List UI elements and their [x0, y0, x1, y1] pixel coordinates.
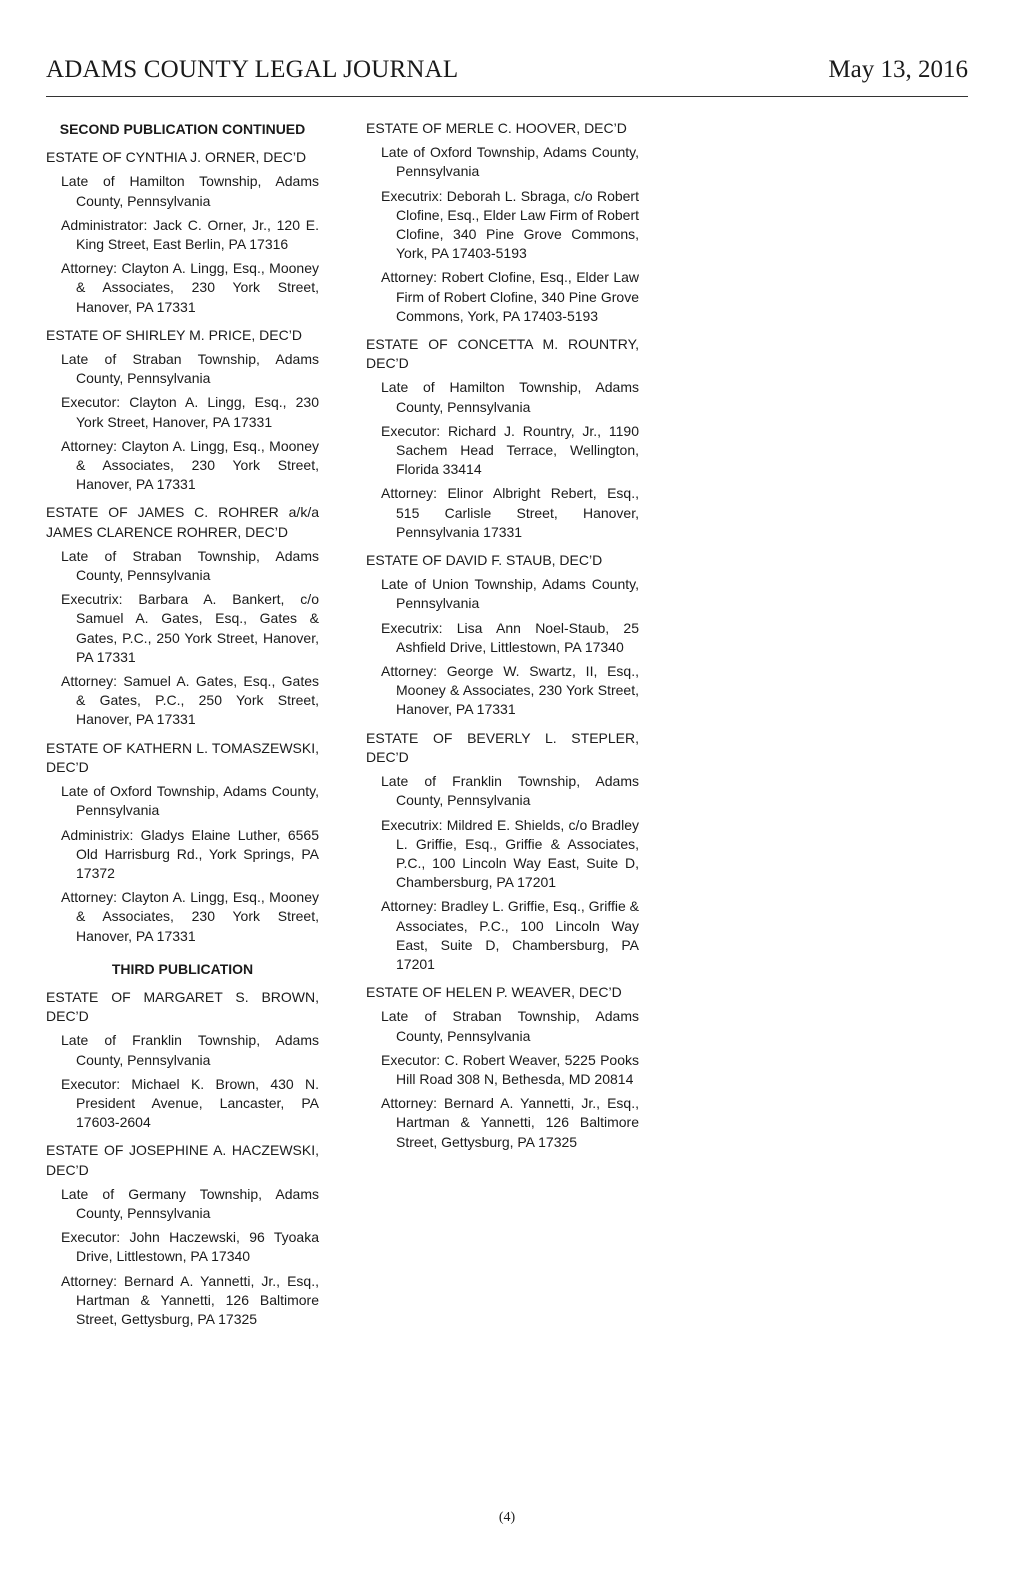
estate-detail: Attorney: Bradley L. Griffie, Esq., Griffie & Associates, P.C., 100 Lincoln Way East, Suite D, Chambersburg, PA 17201: [381, 898, 639, 972]
estate-detail: Executor: Michael K. Brown, 430 N. President Avenue, Lancaster, PA 17603-2604: [61, 1075, 319, 1131]
estate-title: ESTATE OF CONCETTA M. ROUNTRY, DEC’D: [366, 336, 639, 372]
estate-title: ESTATE OF BEVERLY L. STEPLER, DEC’D: [366, 729, 639, 765]
right-column: [366, 119, 639, 1161]
estate-list-third-publication-right: [366, 119, 639, 1152]
estate-title: ESTATE OF JOSEPHINE A. HACZEWSKI, DEC’D: [46, 1142, 319, 1178]
estate-detail: Attorney: Elinor Albright Rebert, Esq., 515 Carlisle Street, Hanover, Pennsylvania 17331: [381, 485, 639, 540]
estate-notice: [366, 119, 639, 326]
estate-detail: Attorney: Clayton A. Lingg, Esq., Mooney & Associates, 230 York Street, Hanover, PA 17331: [61, 437, 319, 493]
estate-title: ESTATE OF CYNTHIA J. ORNER, DEC’D: [46, 149, 307, 166]
estate-detail: Administrix: Gladys Elaine Luther, 6565 Old Harrisburg Rd., York Springs, PA 17372: [61, 826, 319, 881]
section-heading-third-publication: THIRD PUBLICATION: [111, 960, 254, 977]
estate-detail: Late of Straban Township, Adams County, Pennsylvania: [61, 351, 319, 387]
estate-detail: Attorney: Clayton A. Lingg, Esq., Mooney & Associates, 230 York Street, Hanover, PA 17331: [61, 889, 319, 944]
estate-title: ESTATE OF JAMES C. ROHRER a/k/a JAMES CLARENCE ROHRER, DEC’D: [46, 504, 319, 540]
estate-detail: Executrix: Barbara A. Bankert, c/o Samuel A. Gates, Esq., Gates & Gates, P.C., 250 York Street, Hanover, PA 17331: [61, 591, 319, 665]
issue-date: May 13, 2016: [828, 56, 968, 83]
page-header: [46, 56, 968, 97]
estate-detail: Late of Franklin Township, Adams County, Pennsylvania: [61, 1032, 319, 1068]
section-heading-second-publication: SECOND PUBLICATION CONTINUED: [59, 121, 306, 137]
estate-title: ESTATE OF SHIRLEY M. PRICE, DEC’D: [46, 326, 302, 343]
estate-detail: Late of Straban Township, Adams County, Pennsylvania: [381, 1008, 639, 1044]
estate-notice: [46, 1141, 319, 1329]
estate-detail: Executor: Clayton A. Lingg, Esq., 230 York Street, Hanover, PA 17331: [61, 394, 319, 430]
estate-title: ESTATE OF DAVID F. STAUB, DEC’D: [366, 552, 603, 569]
estate-notice: [366, 983, 639, 1152]
estate-title: ESTATE OF KATHERN L. TOMASZEWSKI, DEC’D: [46, 739, 319, 775]
estate-title: ESTATE OF MERLE C. HOOVER, DEC’D: [366, 120, 627, 136]
estate-detail: Late of Oxford Township, Adams County, Pennsylvania: [61, 783, 319, 819]
estate-detail: Late of Straban Township, Adams County, Pennsylvania: [61, 547, 319, 584]
estate-notice: [366, 551, 639, 720]
estate-list-third-publication-left: [46, 988, 319, 1329]
estate-detail: Late of Hamilton Township, Adams County, Pennsylvania: [61, 173, 319, 209]
estate-notice: [46, 326, 319, 495]
estate-title: ESTATE OF HELEN P. WEAVER, DEC’D: [366, 984, 622, 1001]
estate-notice: [366, 335, 639, 542]
estate-notice: [46, 988, 319, 1132]
estate-detail: Administrator: Jack C. Orner, Jr., 120 E. King Street, East Berlin, PA 17316: [61, 216, 319, 253]
estate-detail: Attorney: George W. Swartz, II, Esq., Mooney & Associates, 230 York Street, Hanover, PA 17331: [381, 663, 639, 718]
estate-detail: Executor: John Haczewski, 96 Tyoaka Drive, Littlestown, PA 17340: [61, 1229, 319, 1265]
estate-detail: Attorney: Robert Clofine, Esq., Elder Law Firm of Robert Clofine, 340 Pine Grove Commons, York, PA 17403-5193: [381, 269, 639, 324]
estate-notice: [46, 739, 319, 946]
estate-detail: Late of Union Township, Adams County, Pennsylvania: [381, 576, 639, 612]
estate-detail: Executrix: Lisa Ann Noel-Staub, 25 Ashfield Drive, Littlestown, PA 17340: [381, 619, 639, 655]
estate-detail: Late of Germany Township, Adams County, Pennsylvania: [61, 1185, 319, 1221]
estate-detail: Attorney: Bernard A. Yannetti, Jr., Esq., Hartman & Yannetti, 126 Baltimore Street, Gettysburg, PA 17325: [61, 1272, 319, 1327]
journal-title: ADAMS COUNTY LEGAL JOURNAL: [46, 56, 459, 83]
estate-list-second-publication: [46, 148, 319, 946]
estate-detail: Late of Franklin Township, Adams County, Pennsylvania: [381, 773, 639, 809]
estate-detail: Executrix: Mildred E. Shields, c/o Bradley L. Griffie, Esq., Griffie & Associates, P.C., 100 Lincoln Way East, Suite D, Chambersburg, PA 17201: [381, 816, 639, 891]
estate-detail: Executor: Richard J. Rountry, Jr., 1190 Sachem Head Terrace, Wellington, Florida 33414: [381, 422, 639, 478]
estate-detail: Late of Hamilton Township, Adams County, Pennsylvania: [381, 379, 639, 415]
estate-detail: Attorney: Bernard A. Yannetti, Jr., Esq., Hartman & Yannetti, 126 Baltimore Street, Gettysburg, PA 17325: [381, 1095, 639, 1150]
estate-detail: Attorney: Samuel A. Gates, Esq., Gates & Gates, P.C., 250 York Street, Hanover, PA 17331: [61, 673, 319, 728]
estate-notice: [46, 503, 319, 729]
estate-detail: Executrix: Deborah L. Sbraga, c/o Robert Clofine, Esq., Elder Law Firm of Robert Clofine, 340 Pine Grove Commons, York, PA 17403-5193: [381, 187, 639, 262]
estate-notice: [366, 729, 639, 974]
estate-title: ESTATE OF MARGARET S. BROWN, DEC’D: [46, 988, 319, 1025]
left-column: [46, 119, 319, 1338]
estate-detail: Executor: C. Robert Weaver, 5225 Pooks Hill Road 308 N, Bethesda, MD 20814: [381, 1051, 639, 1087]
estate-detail: Attorney: Clayton A. Lingg, Esq., Mooney & Associates, 230 York Street, Hanover, PA 17331: [61, 260, 319, 315]
page-number: (4): [498, 1510, 516, 1525]
estate-notice: [46, 148, 319, 317]
estate-detail: Late of Oxford Township, Adams County, Pennsylvania: [381, 144, 639, 180]
